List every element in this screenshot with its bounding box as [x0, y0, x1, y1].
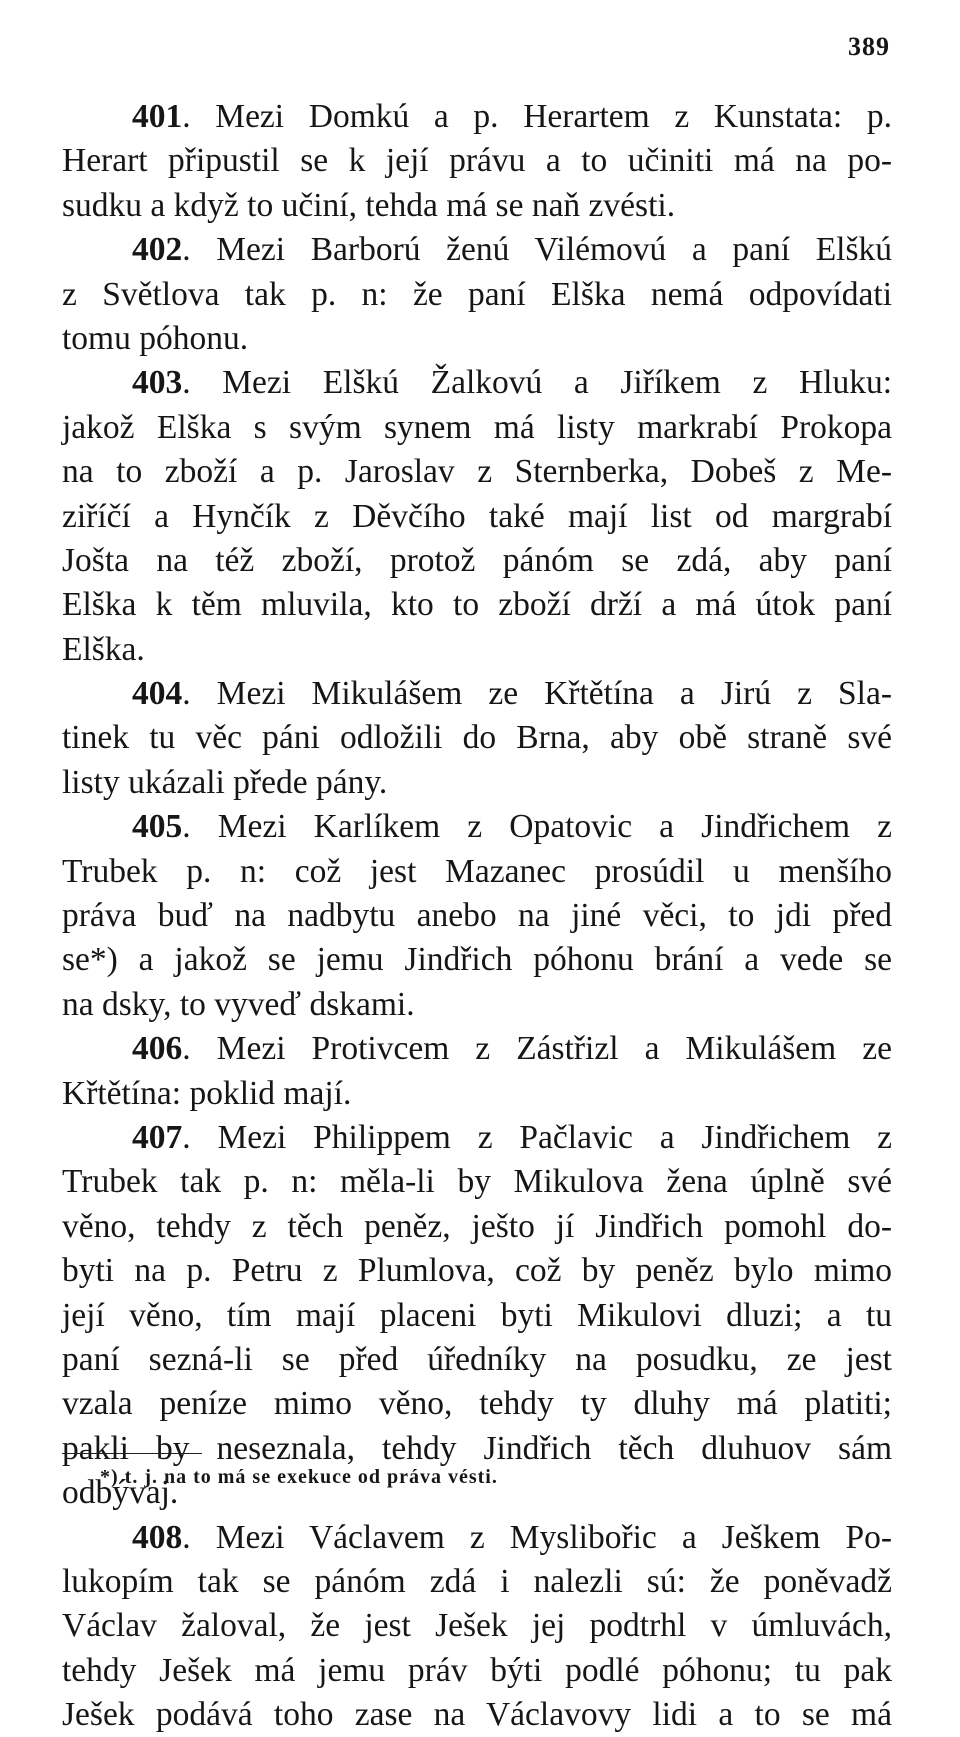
text-line: tinek tu věc páni odložili do Brna, aby obě straně své: [62, 716, 892, 760]
text-line: se*) a jakož se jemu Jindřich póhonu brání a vede se: [62, 938, 892, 982]
entry-404: [62, 672, 892, 805]
entry-405: [62, 805, 892, 1027]
entry-402: [62, 228, 892, 361]
entry-407: [62, 1116, 892, 1516]
text-line: paní sezná-li se před úředníky na posudku, ze jest: [62, 1338, 892, 1382]
text-line: na to zboží a p. Jaroslav z Sternberka, Dobeš z Me-: [62, 450, 892, 494]
text-line: Křtětína: poklid mají.: [62, 1072, 892, 1116]
entry-number: 402: [132, 231, 182, 268]
text-line: 408. Mezi Václavem z Myslibořic a Ješkem Po-: [62, 1516, 892, 1560]
text-line: věno, tehdy z těch peněz, ješto jí Jindřich pomohl do-: [62, 1205, 892, 1249]
text-line: 401. Mezi Domkú a p. Herartem z Kunstata: p.: [62, 95, 892, 139]
entry-number: 405: [132, 808, 182, 845]
text-line: 404. Mezi Mikulášem ze Křtětína a Jirú z Sla-: [62, 672, 892, 716]
text-line: tehdy Ješek má jemu práv býti podlé póhonu; tu pak: [62, 1649, 892, 1693]
text-line: z Světlova tak p. n: že paní Elška nemá odpovídati: [62, 273, 892, 317]
text-line: tomu póhonu.: [62, 317, 892, 361]
text-line: Herart připustil se k její právu a to učiniti má na po-: [62, 139, 892, 183]
entry-403: [62, 361, 892, 672]
line-text: Mezi Mikulášem ze Křtětína a Jirú z Sla-: [217, 675, 892, 712]
text-line: lukopím tak se pánóm zdá i nalezli sú: že poněvadž: [62, 1560, 892, 1604]
line-text: Mezi Philippem z Pačlavic a Jindřichem z: [217, 1119, 892, 1156]
text-line: byti na p. Petru z Plumlova, což by peněz bylo mimo: [62, 1249, 892, 1293]
entry-number: 408: [132, 1519, 182, 1556]
line-text: Mezi Elškú Žalkovú a Jiříkem z Hluku:: [222, 364, 892, 401]
page-number: 389: [848, 32, 890, 62]
text-line: vzala peníze mimo věno, tehdy ty dluhy má platiti;: [62, 1382, 892, 1426]
text-line: Václav žaloval, že jest Ješek jej podtrhl v úmluvách,: [62, 1604, 892, 1648]
entry-401: [62, 95, 892, 228]
text-line: listy ukázali přede pány.: [62, 761, 892, 805]
text-line: odbývaj.: [62, 1471, 892, 1515]
text-line: 403. Mezi Elškú Žalkovú a Jiříkem z Hluku:: [62, 361, 892, 405]
text-line: 405. Mezi Karlíkem z Opatovic a Jindřichem z: [62, 805, 892, 849]
text-line: její věno, tím mají placeni byti Mikulovi dluzi; a tu: [62, 1294, 892, 1338]
text-line: na dsky, to vyveď dskami.: [62, 983, 892, 1027]
entry-number: 401: [132, 98, 182, 135]
body-text: [62, 95, 892, 1737]
text-line: Jošta na též zboží, protož pánóm se zdá, aby paní: [62, 539, 892, 583]
line-text: Mezi Barború ženú Vilémovú a paní Elškú: [216, 231, 892, 268]
line-text: Mezi Domkú a p. Herartem z Kunstata: p.: [215, 98, 892, 135]
text-line: sudku a když to učiní, tehda má se naň zvésti.: [62, 184, 892, 228]
text-line: Elška.: [62, 628, 892, 672]
footnote-divider: [62, 1453, 202, 1454]
text-line: 407. Mezi Philippem z Pačlavic a Jindřichem z: [62, 1116, 892, 1160]
text-line: jakož Elška s svým synem má listy markrabí Prokopa: [62, 406, 892, 450]
text-line: ziříčí a Hynčík z Děvčího také mají list od margrabí: [62, 495, 892, 539]
entry-number: 403: [132, 364, 182, 401]
text-line: práva buď na nadbytu anebo na jiné věci, to jdi před: [62, 894, 892, 938]
text-line: Ješek podává toho zase na Václavovy lidi a to se má: [62, 1693, 892, 1737]
text-line: Trubek p. n: což jest Mazanec prosúdil u menšího: [62, 850, 892, 894]
line-text: Mezi Protivcem z Zástřizl a Mikulášem ze: [217, 1030, 892, 1067]
text-line: pakli by neseznala, tehdy Jindřich těch dluhuov sám: [62, 1427, 892, 1471]
text-line: Trubek tak p. n: měla-li by Mikulova žena úplně své: [62, 1160, 892, 1204]
entry-406: [62, 1027, 892, 1116]
text-line: 406. Mezi Protivcem z Zástřizl a Mikulášem ze: [62, 1027, 892, 1071]
text-line: 402. Mezi Barború ženú Vilémovú a paní Elškú: [62, 228, 892, 272]
entry-408: [62, 1516, 892, 1737]
footnote: *) t. j. na to má se exekuce od práva vésti.: [100, 1466, 498, 1489]
entry-number: 406: [132, 1030, 182, 1067]
entry-number: 407: [132, 1119, 182, 1156]
text-line: Elška k těm mluvila, kto to zboží drží a má útok paní: [62, 583, 892, 627]
line-text: Mezi Karlíkem z Opatovic a Jindřichem z: [218, 808, 892, 845]
line-text: Mezi Václavem z Myslibořic a Ješkem Po-: [216, 1519, 892, 1556]
entry-number: 404: [132, 675, 182, 712]
